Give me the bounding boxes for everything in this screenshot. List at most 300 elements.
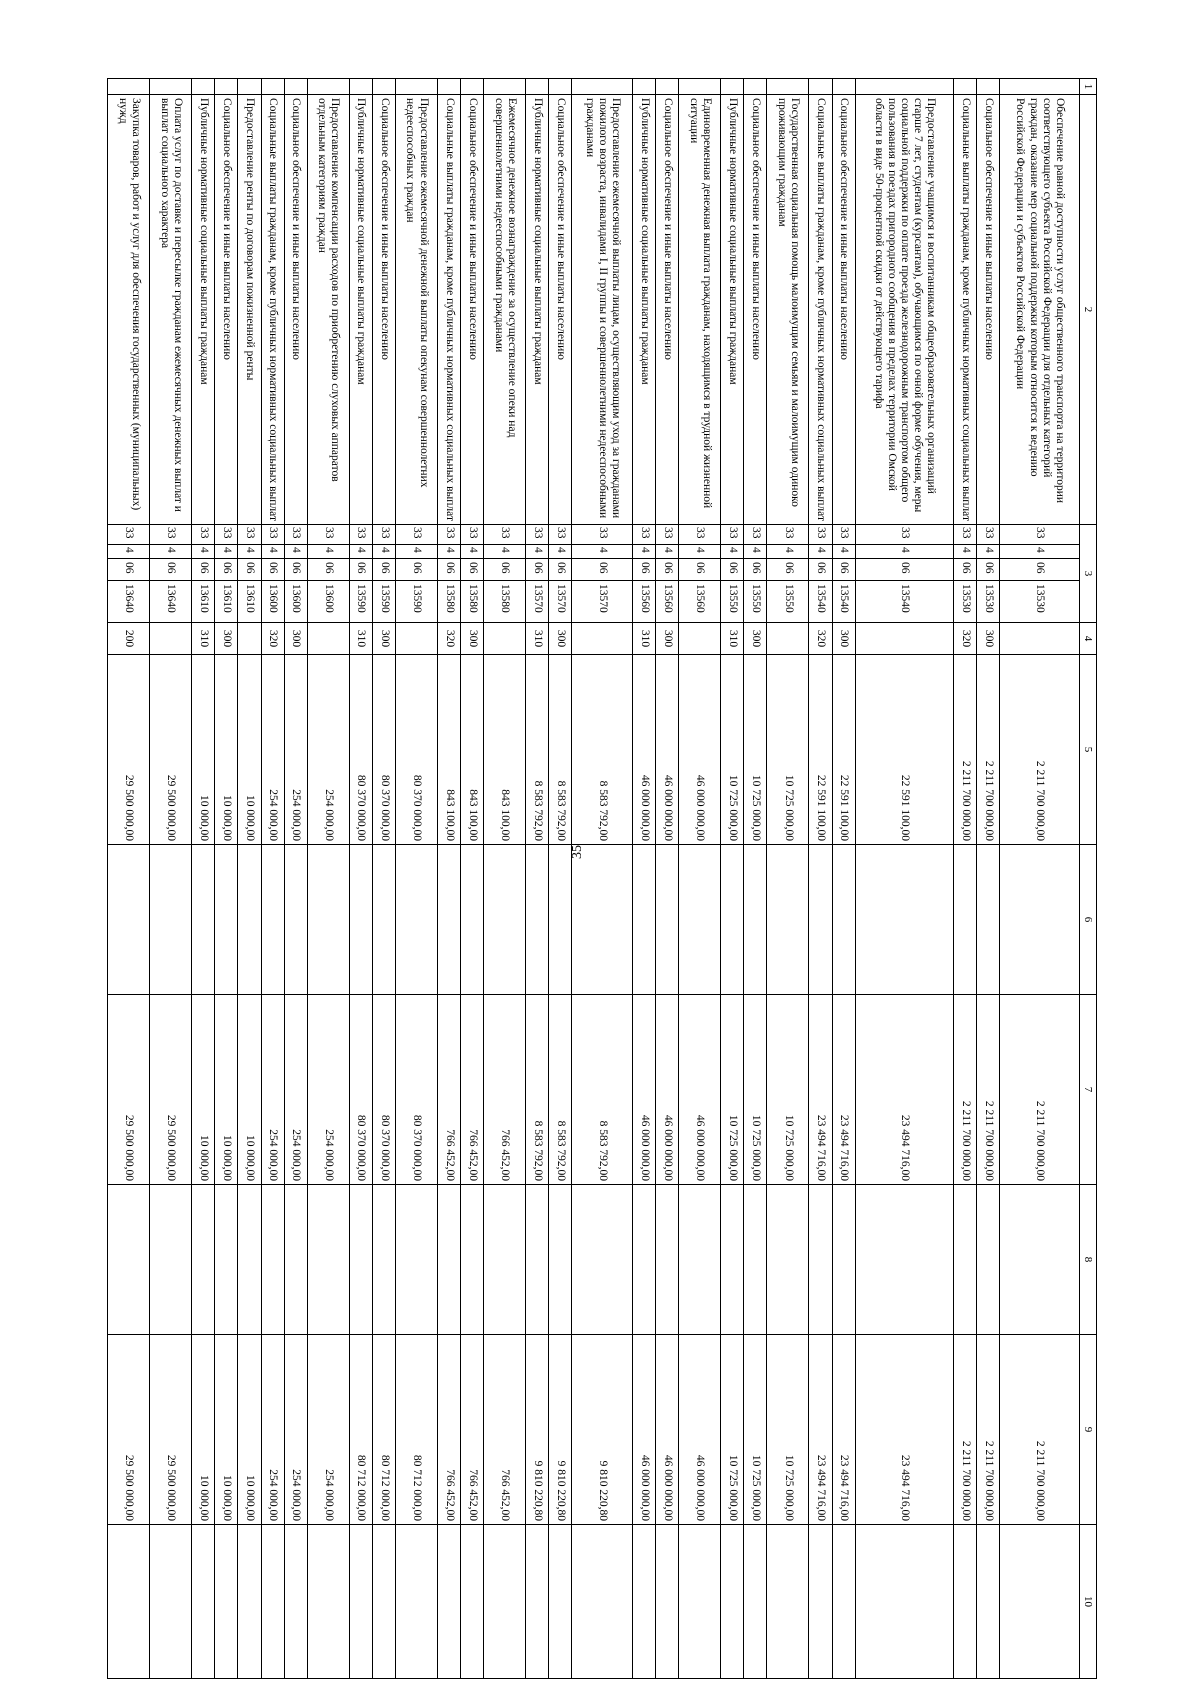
header-col-7: 7 [1080, 995, 1097, 1185]
row-section-code: 06 [721, 559, 744, 581]
row-col-9-value: 46 000 000,00 [679, 1335, 721, 1525]
row-subprogram-code: 4 [150, 545, 192, 559]
row-col-7-value: 8 583 792,00 [572, 995, 633, 1185]
row-description: Социальное обеспечение и иные выплаты населению [284, 95, 307, 525]
row-description: Предоставление ежемесячной выплаты лицам, осуществляющим уход за гражданами пожилого возраста, инвалидами I, II группы и совершеннолетними недееспособными гражданами [572, 95, 633, 525]
row-col-9-value: 254 000,00 [284, 1335, 307, 1525]
row-description: Социальное обеспечение и иные выплаты населению [461, 95, 484, 525]
row-col-6-value [721, 845, 744, 995]
table-row [832, 79, 855, 1679]
row-section-code: 06 [461, 559, 484, 581]
row-col-5-value: 8 583 792,00 [526, 655, 549, 845]
row-col-8-value [526, 1185, 549, 1335]
table-row [150, 79, 192, 1679]
row-col-7-value: 80 370 000,00 [372, 995, 395, 1185]
row-col-6-value [656, 845, 679, 995]
header-col-4: 4 [1080, 623, 1097, 655]
row-section-code: 06 [108, 559, 150, 581]
row-col-10-value [549, 1525, 572, 1679]
row-description: Социальные выплаты гражданам, кроме публичных нормативных социальных выплат [954, 95, 977, 525]
row-col-1-cell [977, 79, 1000, 95]
row-description: Предоставление учащимся и воспитанникам общеобразовательных организаций старше 7 лет, студентам (курсантам), обучающимся по очной форме обучения, меры социальной поддержки по оплате проезда железнодорожным транспортом общего пользования в поездах пригородного сообщения в пределах территории Омской области в виде 50-процентной скидки от действующего тарифа [855, 95, 953, 525]
row-col-1-cell [744, 79, 767, 95]
row-direction-code: 13590 [372, 581, 395, 623]
row-direction-code: 13550 [767, 581, 809, 623]
row-col-6-value [832, 845, 855, 995]
row-col-8-value [372, 1185, 395, 1335]
row-col-6-value [284, 845, 307, 995]
row-expense-type [855, 623, 953, 655]
row-col-10-value [215, 1525, 238, 1679]
row-col-8-value [855, 1185, 953, 1335]
row-col-8-value [150, 1185, 192, 1335]
row-expense-type: 320 [954, 623, 977, 655]
row-program-code: 33 [572, 525, 633, 545]
row-description: Государственная социальная помощь малоимущим семьям и малоимущим одиноко проживающим гражданам [767, 95, 809, 525]
row-col-10-value [572, 1525, 633, 1679]
row-expense-type [572, 623, 633, 655]
row-section-code: 06 [572, 559, 633, 581]
row-col-5-value: 2 211 700 000,00 [1000, 655, 1080, 845]
row-description: Социальное обеспечение и иные выплаты населению [744, 95, 767, 525]
row-section-code: 06 [192, 559, 215, 581]
row-description: Публичные нормативные социальные выплаты гражданам [526, 95, 549, 525]
row-subprogram-code: 4 [855, 545, 953, 559]
row-section-code: 06 [832, 559, 855, 581]
row-col-5-value: 22 591 100,00 [855, 655, 953, 845]
row-col-10-value [832, 1525, 855, 1679]
row-col-7-value: 2 211 700 000,00 [1000, 995, 1080, 1185]
row-program-code: 33 [656, 525, 679, 545]
row-col-9-value: 10 725 000,00 [721, 1335, 744, 1525]
row-col-7-value: 8 583 792,00 [549, 995, 572, 1185]
row-col-5-value: 843 100,00 [461, 655, 484, 845]
row-col-5-value: 80 370 000,00 [349, 655, 372, 845]
row-col-1-cell [633, 79, 656, 95]
row-col-5-value: 10 000,00 [238, 655, 261, 845]
table-row [395, 79, 437, 1679]
row-col-7-value: 23 494 716,00 [855, 995, 953, 1185]
header-col-1: 1 [1080, 79, 1097, 95]
row-col-9-value: 9 810 220,80 [526, 1335, 549, 1525]
row-col-7-value: 2 211 700 000,00 [954, 995, 977, 1185]
row-section-code: 06 [954, 559, 977, 581]
row-col-1-cell [526, 79, 549, 95]
row-description: Социальные выплаты гражданам, кроме публичных нормативных социальных выплат [437, 95, 460, 525]
row-col-9-value: 80 712 000,00 [372, 1335, 395, 1525]
row-col-7-value: 766 452,00 [461, 995, 484, 1185]
table-row [1000, 79, 1080, 1679]
row-col-10-value [633, 1525, 656, 1679]
row-direction-code: 13560 [679, 581, 721, 623]
table-row [108, 79, 150, 1679]
row-section-code: 06 [437, 559, 460, 581]
row-expense-type: 310 [349, 623, 372, 655]
row-col-9-value: 46 000 000,00 [656, 1335, 679, 1525]
row-direction-code: 13640 [108, 581, 150, 623]
row-program-code: 33 [150, 525, 192, 545]
row-expense-type: 300 [977, 623, 1000, 655]
table-row [349, 79, 372, 1679]
row-subprogram-code: 4 [461, 545, 484, 559]
row-col-8-value [192, 1185, 215, 1335]
row-col-8-value [633, 1185, 656, 1335]
row-program-code: 33 [954, 525, 977, 545]
row-section-code: 06 [372, 559, 395, 581]
row-col-1-cell [150, 79, 192, 95]
row-col-5-value: 29 500 000,00 [150, 655, 192, 845]
row-expense-type: 200 [108, 623, 150, 655]
row-col-7-value: 23 494 716,00 [832, 995, 855, 1185]
row-expense-type: 300 [461, 623, 484, 655]
row-col-5-value: 10 000,00 [215, 655, 238, 845]
row-direction-code: 13610 [215, 581, 238, 623]
row-expense-type: 300 [215, 623, 238, 655]
row-col-10-value [679, 1525, 721, 1679]
row-program-code: 33 [633, 525, 656, 545]
table-row [656, 79, 679, 1679]
row-section-code: 06 [349, 559, 372, 581]
row-subprogram-code: 4 [192, 545, 215, 559]
row-col-5-value: 10 000,00 [192, 655, 215, 845]
row-col-7-value: 10 725 000,00 [744, 995, 767, 1185]
row-col-8-value [484, 1185, 526, 1335]
row-col-5-value: 80 370 000,00 [395, 655, 437, 845]
row-section-code: 06 [484, 559, 526, 581]
row-program-code: 33 [238, 525, 261, 545]
row-description: Социальное обеспечение и иные выплаты населению [977, 95, 1000, 525]
row-col-1-cell [307, 79, 349, 95]
row-col-9-value: 23 494 716,00 [809, 1335, 832, 1525]
row-expense-type: 320 [261, 623, 284, 655]
row-col-5-value: 2 211 700 000,00 [977, 655, 1000, 845]
row-col-1-cell [484, 79, 526, 95]
row-col-5-value: 843 100,00 [437, 655, 460, 845]
row-col-1-cell [461, 79, 484, 95]
row-col-8-value [656, 1185, 679, 1335]
row-subprogram-code: 4 [549, 545, 572, 559]
rotated-table-wrapper [107, 78, 1097, 1678]
row-program-code: 33 [832, 525, 855, 545]
row-col-7-value: 254 000,00 [307, 995, 349, 1185]
row-col-1-cell [767, 79, 809, 95]
row-col-10-value [395, 1525, 437, 1679]
table-row [261, 79, 284, 1679]
row-program-code: 33 [284, 525, 307, 545]
row-col-1-cell [395, 79, 437, 95]
row-col-6-value [484, 845, 526, 995]
row-col-6-value [261, 845, 284, 995]
header-col-9: 9 [1080, 1335, 1097, 1525]
row-col-7-value: 254 000,00 [284, 995, 307, 1185]
row-col-6-value [349, 845, 372, 995]
table-row [721, 79, 744, 1679]
row-col-6-value [977, 845, 1000, 995]
row-col-1-cell [261, 79, 284, 95]
row-col-7-value: 766 452,00 [437, 995, 460, 1185]
row-col-5-value: 254 000,00 [284, 655, 307, 845]
row-col-10-value [721, 1525, 744, 1679]
table-row [307, 79, 349, 1679]
row-col-10-value [767, 1525, 809, 1679]
row-description: Публичные нормативные социальные выплаты гражданам [192, 95, 215, 525]
row-description: Предоставление компенсации расходов по приобретению слуховых аппаратов отдельным категориям граждан [307, 95, 349, 525]
row-subprogram-code: 4 [108, 545, 150, 559]
row-direction-code: 13530 [954, 581, 977, 623]
row-col-10-value [656, 1525, 679, 1679]
row-col-1-cell [549, 79, 572, 95]
row-col-7-value: 29 500 000,00 [108, 995, 150, 1185]
row-col-9-value: 80 712 000,00 [349, 1335, 372, 1525]
row-col-10-value [461, 1525, 484, 1679]
row-section-code: 06 [261, 559, 284, 581]
row-col-10-value [150, 1525, 192, 1679]
row-col-9-value: 10 725 000,00 [767, 1335, 809, 1525]
row-program-code: 33 [461, 525, 484, 545]
row-direction-code: 13590 [395, 581, 437, 623]
row-section-code: 06 [767, 559, 809, 581]
row-expense-type [150, 623, 192, 655]
row-subprogram-code: 4 [484, 545, 526, 559]
row-col-8-value [679, 1185, 721, 1335]
table-row [484, 79, 526, 1679]
row-expense-type [767, 623, 809, 655]
row-expense-type: 320 [437, 623, 460, 655]
row-expense-type: 300 [549, 623, 572, 655]
row-col-5-value: 254 000,00 [307, 655, 349, 845]
row-program-code: 33 [977, 525, 1000, 545]
row-subprogram-code: 4 [721, 545, 744, 559]
row-col-8-value [572, 1185, 633, 1335]
row-direction-code: 13590 [349, 581, 372, 623]
row-col-9-value: 10 000,00 [192, 1335, 215, 1525]
row-program-code: 33 [307, 525, 349, 545]
row-direction-code: 13610 [192, 581, 215, 623]
row-col-6-value [954, 845, 977, 995]
row-col-1-cell [108, 79, 150, 95]
row-col-8-value [108, 1185, 150, 1335]
budget-table [107, 78, 1097, 1679]
row-program-code: 33 [1000, 525, 1080, 545]
row-col-5-value: 29 500 000,00 [108, 655, 150, 845]
row-col-6-value [809, 845, 832, 995]
row-col-6-value [461, 845, 484, 995]
row-subprogram-code: 4 [395, 545, 437, 559]
row-col-9-value: 23 494 716,00 [855, 1335, 953, 1525]
row-col-7-value: 29 500 000,00 [150, 995, 192, 1185]
row-description: Предоставление ежемесячной денежной выплаты опекунам совершеннолетних недееспособных граждан [395, 95, 437, 525]
row-col-1-cell [656, 79, 679, 95]
row-subprogram-code: 4 [238, 545, 261, 559]
row-subprogram-code: 4 [372, 545, 395, 559]
row-col-8-value [307, 1185, 349, 1335]
row-subprogram-code: 4 [633, 545, 656, 559]
row-col-1-cell [238, 79, 261, 95]
table-row [461, 79, 484, 1679]
row-program-code: 33 [855, 525, 953, 545]
row-col-8-value [215, 1185, 238, 1335]
row-col-6-value [526, 845, 549, 995]
row-direction-code: 13580 [437, 581, 460, 623]
row-description: Социальные выплаты гражданам, кроме публичных нормативных социальных выплат [809, 95, 832, 525]
row-col-9-value: 254 000,00 [261, 1335, 284, 1525]
row-col-5-value: 10 725 000,00 [721, 655, 744, 845]
row-description: Единовременная денежная выплата гражданам, находящимся в трудной жизненной ситуации [679, 95, 721, 525]
row-col-7-value: 46 000 000,00 [656, 995, 679, 1185]
row-col-1-cell [855, 79, 953, 95]
row-col-10-value [1000, 1525, 1080, 1679]
row-col-6-value [307, 845, 349, 995]
row-direction-code: 13600 [284, 581, 307, 623]
row-program-code: 33 [526, 525, 549, 545]
row-col-1-cell [832, 79, 855, 95]
row-section-code: 06 [395, 559, 437, 581]
table-row [372, 79, 395, 1679]
row-col-7-value: 23 494 716,00 [809, 995, 832, 1185]
row-direction-code: 13530 [977, 581, 1000, 623]
row-direction-code: 13580 [484, 581, 526, 623]
row-col-10-value [484, 1525, 526, 1679]
table-row [284, 79, 307, 1679]
row-expense-type [395, 623, 437, 655]
row-direction-code: 13570 [549, 581, 572, 623]
row-section-code: 06 [549, 559, 572, 581]
row-col-8-value [832, 1185, 855, 1335]
row-section-code: 06 [679, 559, 721, 581]
row-description: Социальное обеспечение и иные выплаты населению [215, 95, 238, 525]
row-col-7-value: 46 000 000,00 [679, 995, 721, 1185]
row-col-5-value: 22 591 100,00 [809, 655, 832, 845]
row-section-code: 06 [526, 559, 549, 581]
row-col-10-value [372, 1525, 395, 1679]
row-direction-code: 13540 [832, 581, 855, 623]
row-col-9-value: 29 500 000,00 [150, 1335, 192, 1525]
row-col-6-value [150, 845, 192, 995]
row-program-code: 33 [437, 525, 460, 545]
row-col-10-value [284, 1525, 307, 1679]
row-program-code: 33 [349, 525, 372, 545]
row-col-9-value: 9 810 220,80 [572, 1335, 633, 1525]
table-row [855, 79, 953, 1679]
row-col-5-value: 8 583 792,00 [572, 655, 633, 845]
row-col-9-value: 254 000,00 [307, 1335, 349, 1525]
row-description: Закупка товаров, работ и услуг для обеспечения государственных (муниципальных) нужд [108, 95, 150, 525]
row-description: Социальное обеспечение и иные выплаты населению [656, 95, 679, 525]
row-col-8-value [461, 1185, 484, 1335]
table-row [437, 79, 460, 1679]
row-expense-type [1000, 623, 1080, 655]
row-col-10-value [437, 1525, 460, 1679]
row-col-1-cell [1000, 79, 1080, 95]
row-col-7-value: 10 000,00 [215, 995, 238, 1185]
row-description: Ежемесячное денежное вознаграждение за осуществление опеки над совершеннолетними недееспособными гражданами [484, 95, 526, 525]
row-col-9-value: 29 500 000,00 [108, 1335, 150, 1525]
row-direction-code: 13560 [656, 581, 679, 623]
row-col-7-value: 80 370 000,00 [395, 995, 437, 1185]
row-col-5-value: 10 725 000,00 [744, 655, 767, 845]
row-col-8-value [349, 1185, 372, 1335]
row-description: Социальное обеспечение и иные выплаты населению [372, 95, 395, 525]
row-col-1-cell [679, 79, 721, 95]
row-col-7-value: 10 725 000,00 [721, 995, 744, 1185]
row-expense-type [679, 623, 721, 655]
row-subprogram-code: 4 [307, 545, 349, 559]
row-col-5-value: 46 000 000,00 [656, 655, 679, 845]
row-col-7-value: 80 370 000,00 [349, 995, 372, 1185]
row-subprogram-code: 4 [679, 545, 721, 559]
row-program-code: 33 [108, 525, 150, 545]
table-row [549, 79, 572, 1679]
row-subprogram-code: 4 [954, 545, 977, 559]
header-col-5: 5 [1080, 655, 1097, 845]
table-row [977, 79, 1000, 1679]
row-col-9-value: 2 211 700 000,00 [977, 1335, 1000, 1525]
row-col-6-value [372, 845, 395, 995]
row-col-6-value [572, 845, 633, 995]
row-expense-type: 300 [372, 623, 395, 655]
table-body [108, 79, 1080, 1679]
row-direction-code: 13570 [526, 581, 549, 623]
row-subprogram-code: 4 [284, 545, 307, 559]
row-expense-type: 310 [721, 623, 744, 655]
row-col-10-value [349, 1525, 372, 1679]
row-col-5-value: 46 000 000,00 [633, 655, 656, 845]
row-expense-type: 310 [633, 623, 656, 655]
row-subprogram-code: 4 [977, 545, 1000, 559]
row-expense-type: 310 [192, 623, 215, 655]
row-direction-code: 13600 [261, 581, 284, 623]
row-col-1-cell [572, 79, 633, 95]
row-col-6-value [767, 845, 809, 995]
row-program-code: 33 [192, 525, 215, 545]
row-col-7-value: 46 000 000,00 [633, 995, 656, 1185]
row-subprogram-code: 4 [349, 545, 372, 559]
table-row [572, 79, 633, 1679]
row-col-7-value: 10 000,00 [238, 995, 261, 1185]
row-expense-type: 300 [744, 623, 767, 655]
row-direction-code: 13550 [721, 581, 744, 623]
row-subprogram-code: 4 [767, 545, 809, 559]
row-expense-type [484, 623, 526, 655]
row-col-1-cell [215, 79, 238, 95]
row-col-10-value [192, 1525, 215, 1679]
row-subprogram-code: 4 [437, 545, 460, 559]
row-col-9-value: 766 452,00 [437, 1335, 460, 1525]
row-description: Публичные нормативные социальные выплаты гражданам [633, 95, 656, 525]
row-program-code: 33 [261, 525, 284, 545]
row-expense-type: 320 [809, 623, 832, 655]
row-col-10-value [744, 1525, 767, 1679]
row-col-10-value [261, 1525, 284, 1679]
row-section-code: 06 [307, 559, 349, 581]
row-description: Обеспечение равной доступности услуг общественного транспорта на территории соответствующего субъекта Российской Федерации для отдельных категорий граждан, оказание мер социальной поддержки которым относится к ведению Российской Федерации и субъектов Российской Федерации [1000, 95, 1080, 525]
row-program-code: 33 [721, 525, 744, 545]
row-col-6-value [238, 845, 261, 995]
row-col-9-value: 766 452,00 [484, 1335, 526, 1525]
row-program-code: 33 [484, 525, 526, 545]
table-row [744, 79, 767, 1679]
row-col-9-value: 10 000,00 [238, 1335, 261, 1525]
header-col-3: 3 [1080, 525, 1097, 623]
row-col-1-cell [349, 79, 372, 95]
row-col-5-value: 254 000,00 [261, 655, 284, 845]
row-description: Предоставление ренты по договорам пожизненной ренты [238, 95, 261, 525]
row-section-code: 06 [284, 559, 307, 581]
row-col-5-value: 46 000 000,00 [679, 655, 721, 845]
row-col-6-value [744, 845, 767, 995]
row-col-8-value [744, 1185, 767, 1335]
table-row [215, 79, 238, 1679]
